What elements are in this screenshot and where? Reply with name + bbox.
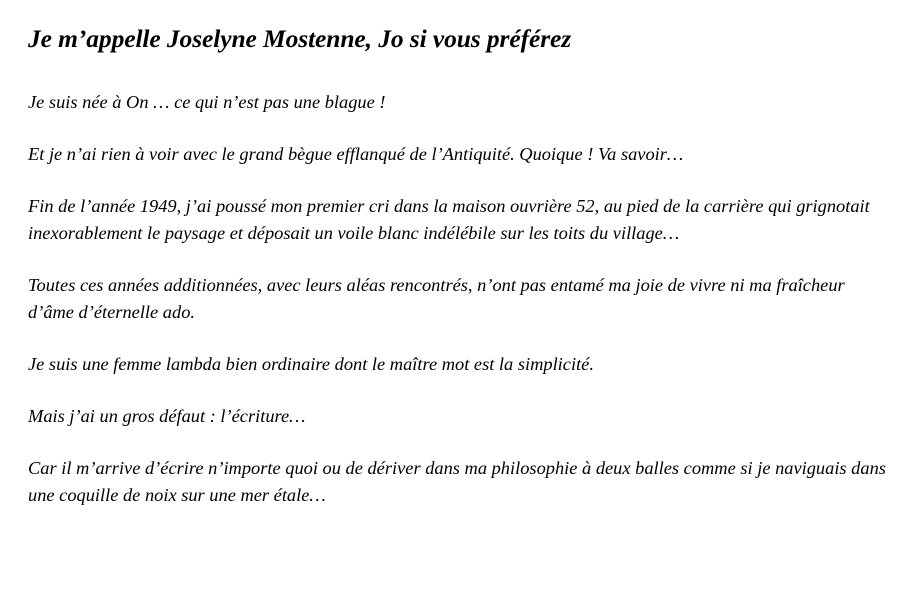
paragraph-2: Et je n’ai rien à voir avec le grand bègue efflanqué de l’Antiquité. Quoique ! Va savoir… — [28, 143, 684, 164]
paragraph-4: Toutes ces années additionnées, avec leurs aléas rencontrés, n’ont pas entamé ma joie de vivre ni ma fraîcheur d’âme d’éternelle ado. — [28, 274, 845, 322]
paragraph-7: Car il m’arrive d’écrire n’importe quoi ou de dériver dans ma philosophie à deux balles comme si je naviguais dans une coquille de noix sur une mer étale… — [28, 457, 886, 506]
paragraph-1: Je suis née à On … ce qui n’est pas une blague ! — [28, 91, 386, 112]
page-title: Je m’appelle Joselyne Mostenne, Jo si vous préférez — [28, 24, 572, 53]
paragraph-6: Mais j’ai un gros défaut : l’écriture… — [28, 405, 306, 426]
paragraph-3: Fin de l’année 1949, j’ai poussé mon premier cri dans la maison ouvrière 52, au pied de la carrière qui grignotait inexorablement le paysage et déposait un voile blanc indélébile sur les toits du village… — [28, 195, 870, 243]
paragraph-5: Je suis une femme lambda bien ordinaire dont le maître mot est la simplicité. — [28, 353, 594, 374]
